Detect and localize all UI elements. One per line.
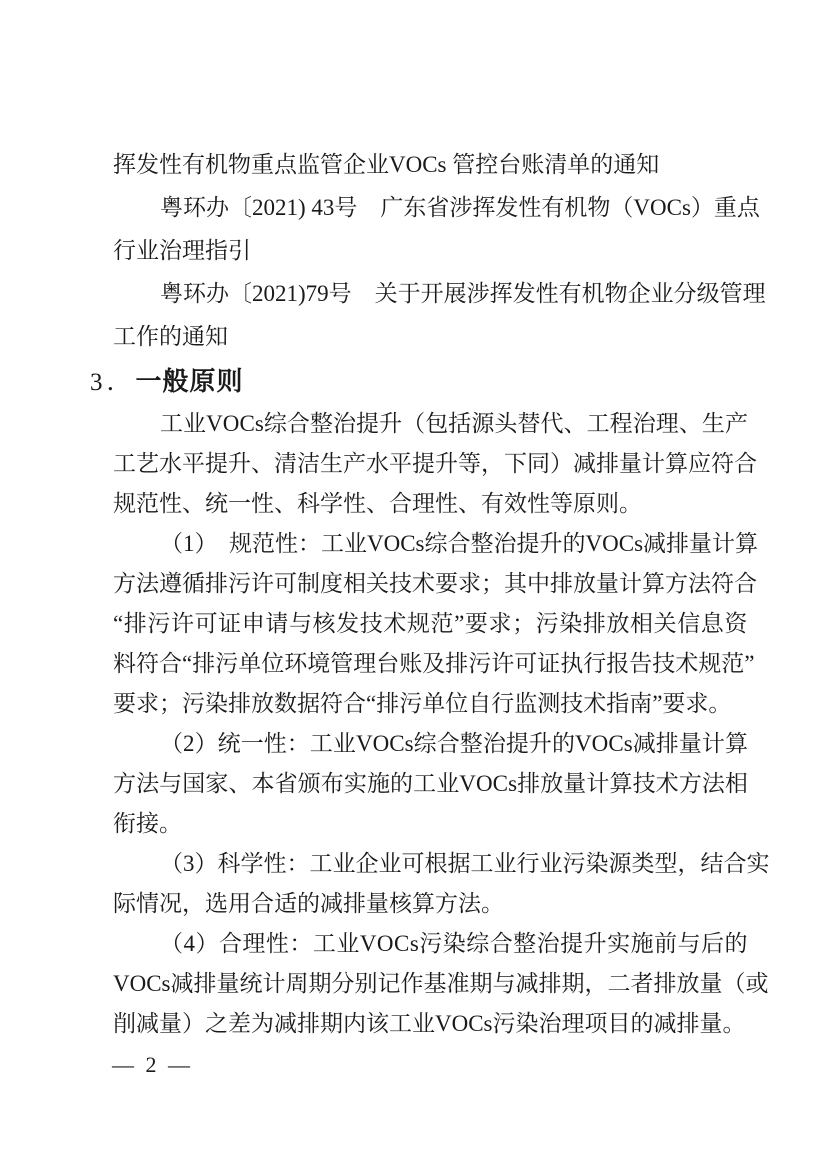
- text-line: 规范性、统一性、科学性、合理性、有效性等原则。: [113, 491, 642, 516]
- section-heading: [90, 358, 748, 404]
- section-number: 3．: [90, 369, 136, 396]
- text-line: 料符合“排污单位环境管理台账及排污许可证执行报告技术规范”: [113, 651, 755, 676]
- paragraph: [113, 143, 748, 186]
- paragraph: [113, 186, 760, 272]
- text-line: （4）合理性：工业VOCs污染综合整治提升实施前与后的: [160, 931, 748, 956]
- text-line: （2）统一性：工业VOCs综合整治提升的VOCs减排量计算: [160, 731, 748, 756]
- text-line: “排污许可证申请与核发技术规范”要求；污染排放相关信息资: [113, 611, 748, 636]
- text-line: 方法与国家、本省颁布实施的工业VOCs排放量计算技术方法相: [113, 771, 748, 796]
- section-title: 一般原则: [135, 366, 244, 396]
- paragraph: [113, 924, 769, 1044]
- text-line: 削减量）之差为减排期内该工业VOCs污染治理项目的减排量。: [113, 1011, 746, 1036]
- text-line: 工作的通知: [113, 324, 228, 349]
- text-line: 方法遵循排污许可制度相关技术要求；其中排放量计算方法符合: [113, 571, 757, 596]
- paragraph: [113, 272, 766, 358]
- paragraph: [113, 724, 748, 844]
- text-line: VOCs减排量统计周期分别记作基准期与减排期，二者排放量（或: [113, 971, 769, 996]
- page-number: — 2 —: [112, 1052, 193, 1077]
- paragraph: [113, 524, 759, 724]
- text-line: 要求；污染排放数据符合“排污单位自行监测技术指南”要求。: [113, 691, 732, 716]
- text-line: 挥发性有机物重点监管企业VOCs 管控台账清单的通知: [113, 152, 660, 177]
- text-line: 粤环办〔2021)79号 关于开展涉挥发性有机物企业分级管理: [160, 281, 766, 306]
- text-line: 衔接。: [113, 811, 182, 836]
- paragraph: [113, 404, 757, 524]
- text-line: 际情况，选用合适的减排量核算方法。: [113, 891, 504, 916]
- text-line: 粤环办〔2021) 43号 广东省涉挥发性有机物（VOCs）重点: [160, 195, 760, 220]
- text-line: 工艺水平提升、清洁生产水平提升等，下同）减排量计算应符合: [113, 451, 757, 476]
- paragraph: [113, 844, 770, 924]
- document-content: [90, 143, 770, 1044]
- text-line: （3）科学性：工业企业可根据工业行业污染源类型，结合实: [160, 851, 770, 876]
- text-line: （1） 规范性：工业VOCs综合整治提升的VOCs减排量计算: [160, 531, 759, 556]
- text-line: 工业VOCs综合整治提升（包括源头替代、工程治理、生产: [160, 411, 748, 436]
- text-line: 行业治理指引: [113, 238, 251, 263]
